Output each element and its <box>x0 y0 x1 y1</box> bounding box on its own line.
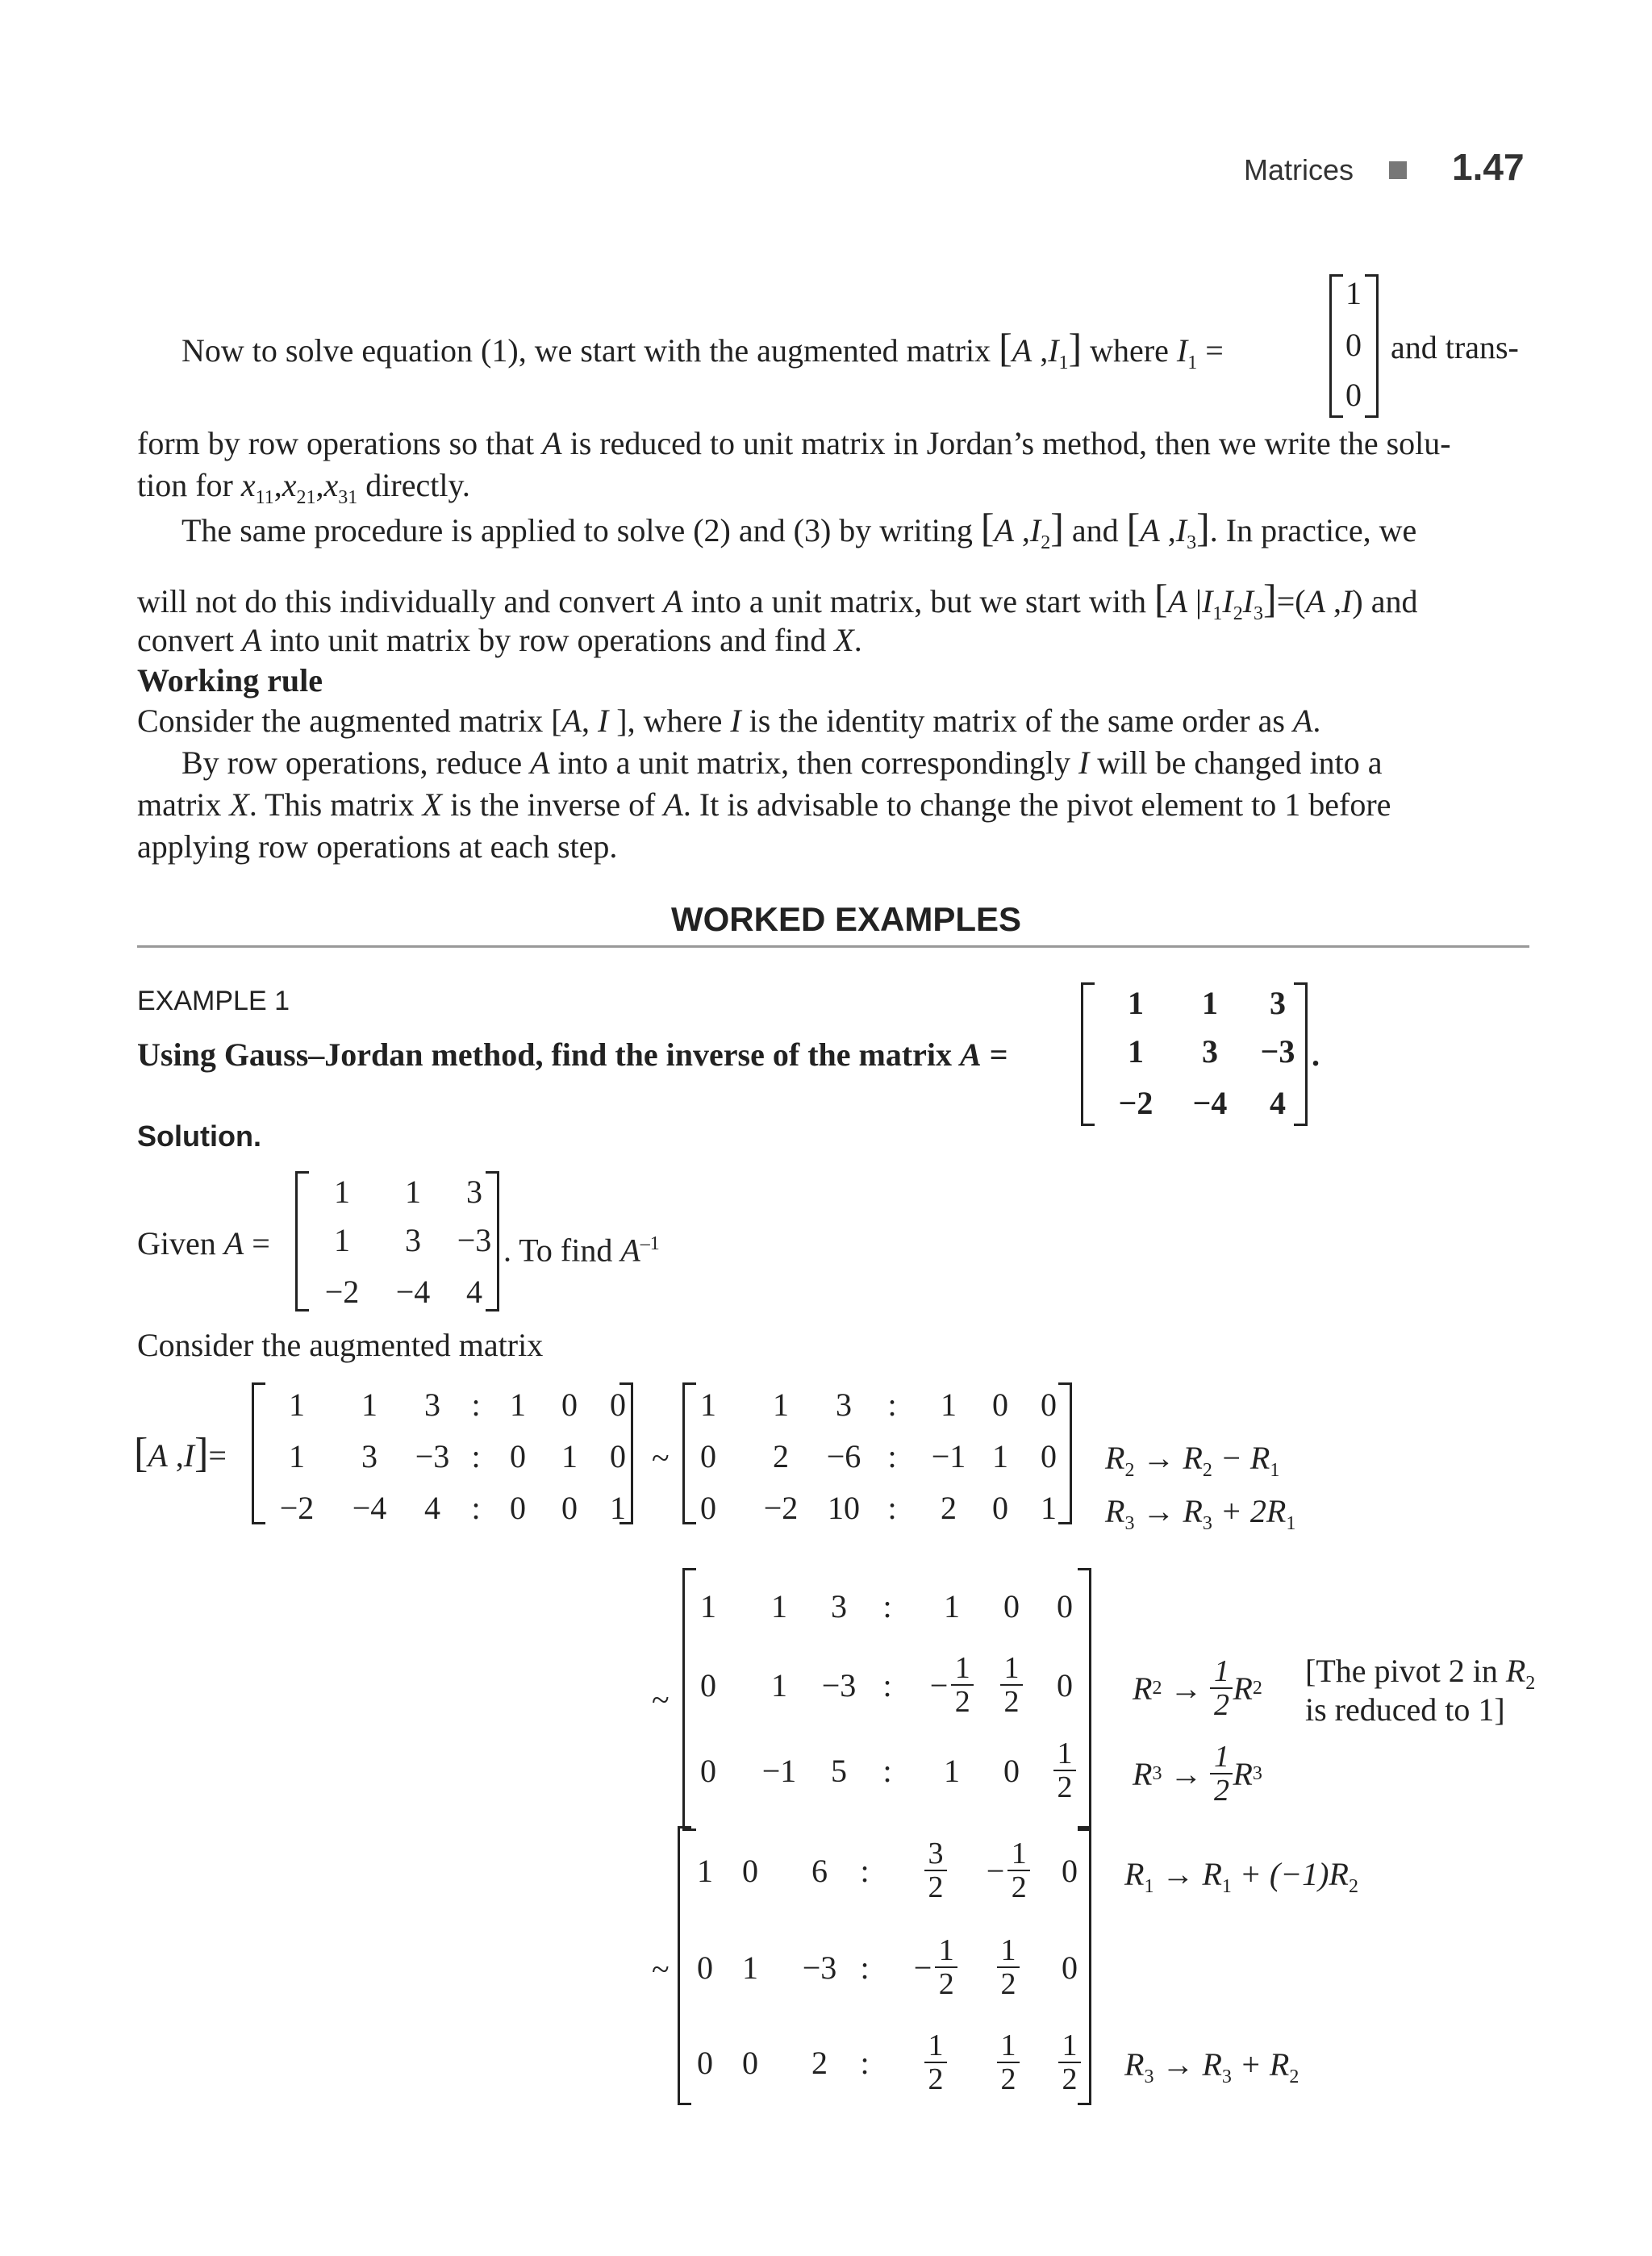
matrix-cell: : <box>471 1387 481 1423</box>
matrix-bracket-left <box>1081 982 1095 1126</box>
matrix-cell: −3 <box>1260 1033 1295 1070</box>
matrix-cell: 5 <box>831 1752 847 1789</box>
matrix-cell: $\frac{1}{2}$ <box>968 1933 1049 2002</box>
matrix-cell: 1 <box>510 1387 526 1423</box>
matrix-cell: 0 <box>561 1387 578 1423</box>
matrix-cell: −2 <box>763 1490 799 1526</box>
matrix-cell: 1 <box>771 1587 787 1624</box>
matrix-cell: : <box>471 1438 481 1474</box>
matrix-cell: −2 <box>324 1274 360 1310</box>
matrix-cell: $\frac{1}{2}$ <box>971 1650 1052 1720</box>
matrix-cell: $\frac{1}{2}$ <box>1029 2028 1110 2097</box>
matrix-cell: 0 <box>1003 1752 1020 1789</box>
matrix-cell: − $\frac{1}{2}$ <box>968 1836 1049 1905</box>
matrix-bracket-left <box>295 1171 309 1311</box>
consider-text: Consider the augmented matrix <box>137 1327 544 1363</box>
matrix-cell: 0 <box>610 1387 626 1423</box>
matrix-cell: 10 <box>828 1490 860 1526</box>
square-bullet-icon <box>1389 161 1407 179</box>
matrix-bracket-left <box>252 1382 265 1524</box>
question-period: . <box>1312 1036 1320 1073</box>
matrix-cell: −6 <box>826 1438 861 1474</box>
matrix-cell: 3 <box>1270 985 1286 1021</box>
matrix-cell: 1 <box>405 1174 421 1210</box>
solution-label: Solution. <box>137 1120 261 1153</box>
matrix-cell: −2 <box>1118 1085 1153 1121</box>
matrix-cell: 0 <box>700 1490 716 1526</box>
row-operation: $R_2 \to R_2 - R_1$ <box>1105 1440 1280 1481</box>
matrix-cell: −3 <box>415 1438 450 1474</box>
i1-value: 1 <box>1345 275 1362 311</box>
matrix-cell: 0 <box>510 1438 526 1474</box>
matrix-cell: −4 <box>395 1274 431 1310</box>
matrix-cell: 1 <box>941 1387 957 1423</box>
row-operation: $R_3 \to R_3 + 2R_1$ <box>1105 1493 1296 1534</box>
row-operation: $R_1 \to R_1 + (-1)R_2$ <box>1124 1856 1358 1897</box>
matrix-cell: : <box>860 1852 870 1889</box>
matrix-cell: : <box>887 1438 897 1474</box>
i1-value: 0 <box>1345 377 1362 413</box>
matrix-cell: 1 <box>334 1222 350 1258</box>
matrix-cell: 2 <box>773 1438 789 1474</box>
row-operation: R 3 → $\frac{1}{2}$ R 3 <box>1133 1740 1262 1808</box>
matrix-cell: 1 <box>944 1587 960 1624</box>
matrix-cell: 0 <box>510 1490 526 1526</box>
matrix-cell: 0 <box>992 1490 1008 1526</box>
matrix-cell: 3 <box>831 1587 847 1624</box>
matrix-cell: 0 <box>1003 1587 1020 1624</box>
matrix-cell: 1 <box>289 1387 305 1423</box>
matrix-cell: 1 <box>1041 1490 1057 1526</box>
matrix-cell: : <box>882 1666 892 1703</box>
row-operation: $R_3 \to R_3 + R_2$ <box>1124 2046 1299 2087</box>
working-rule-heading: Working rule <box>137 662 323 698</box>
intro-line-6: convert A into unit matrix by row operations and find X. <box>137 622 862 658</box>
matrix-cell: $\frac{1}{2}$ <box>895 2028 976 2097</box>
example-label: EXAMPLE 1 <box>137 986 290 1016</box>
matrix-cell: 0 <box>742 2044 758 2081</box>
matrix-cell: 1 <box>992 1438 1008 1474</box>
matrix-cell: 3 <box>361 1438 378 1474</box>
example-question: Using Gauss–Jordan method, find the inverse of the matrix A = <box>137 1036 1008 1073</box>
matrix-cell: −1 <box>761 1752 797 1789</box>
augmented-label: [A ,I]= <box>134 1430 227 1476</box>
matrix-cell: 0 <box>992 1387 1008 1423</box>
matrix-cell: 1 <box>1128 1033 1144 1070</box>
matrix-cell: 1 <box>610 1490 626 1526</box>
intro-line-2: form by row operations so that A is reduced to unit matrix in Jordan’s method, then we write the solu- <box>137 425 1451 461</box>
matrix-cell: 3 <box>405 1222 421 1258</box>
matrix-cell: 3 <box>1202 1033 1218 1070</box>
matrix-cell: 1 <box>561 1438 578 1474</box>
i1-value: 0 <box>1345 327 1362 363</box>
matrix-cell: : <box>471 1490 481 1526</box>
matrix-cell: −3 <box>821 1666 857 1703</box>
matrix-cell: 0 <box>742 1852 758 1889</box>
working-rule-line-3: matrix X. This matrix X is the inverse of A. It is advisable to change the pivot element to 1 before <box>137 786 1391 823</box>
matrix-cell: 1 <box>289 1438 305 1474</box>
matrix-cell: 3 <box>424 1387 440 1423</box>
matrix-cell: 1 <box>742 1949 758 1986</box>
given-text: Given A = <box>137 1225 270 1261</box>
matrix-cell: 0 <box>610 1438 626 1474</box>
matrix-cell: −3 <box>457 1222 492 1258</box>
matrix-cell: : <box>882 1587 892 1624</box>
matrix-cell: 0 <box>700 1438 716 1474</box>
matrix-cell: 0 <box>697 2044 713 2081</box>
matrix-cell: 4 <box>1270 1085 1286 1121</box>
to-find-text: . To find $A^{-1}$ <box>503 1232 660 1269</box>
intro-line-4: The same procedure is applied to solve (2) and (3) by writing [A $,I_2$] and [A $,I_3$]. In practice, we <box>181 505 1417 553</box>
matrix-cell: $\frac{3}{2}$ <box>895 1836 976 1905</box>
matrix-cell: : <box>860 1949 870 1986</box>
matrix-cell: −3 <box>802 1949 837 1986</box>
pivot-note-2: is reduced to 1] <box>1305 1691 1505 1728</box>
matrix-cell: 6 <box>811 1852 828 1889</box>
matrix-cell: 0 <box>1057 1587 1073 1624</box>
intro-line-1-end: and trans- <box>1391 329 1519 365</box>
equivalent-symbol: ~ <box>652 1951 670 1987</box>
section-title: Matrices <box>1244 153 1354 186</box>
matrix-cell: : <box>882 1752 892 1789</box>
matrix-cell: 1 <box>700 1387 716 1423</box>
matrix-cell: − $\frac{1}{2}$ <box>912 1650 992 1720</box>
matrix-cell: : <box>887 1490 897 1526</box>
intro-line-1: Now to solve equation (1), we start with the augmented matrix [A $,I_1$] where $I_1$ = <box>181 325 1224 373</box>
matrix-cell: 1 <box>1202 985 1218 1021</box>
intro-line-5: will not do this individually and convert A into a unit matrix, but we start with [A $|I_1I_2I_3]=(A$ ,I) and <box>137 576 1418 624</box>
matrix-cell: 2 <box>941 1490 957 1526</box>
matrix-cell: 4 <box>424 1490 440 1526</box>
matrix-cell: 1 <box>334 1174 350 1210</box>
matrix-cell: −1 <box>931 1438 966 1474</box>
matrix-cell: 0 <box>697 1949 713 1986</box>
matrix-cell: 1 <box>771 1666 787 1703</box>
matrix-cell: 0 <box>561 1490 578 1526</box>
working-rule-line-1: Consider the augmented matrix [A, I ], where I is the identity matrix of the same order as A. <box>137 703 1321 739</box>
matrix-cell: 1 <box>697 1852 713 1889</box>
equivalent-symbol: ~ <box>652 1682 670 1718</box>
matrix-cell: 1 <box>773 1387 789 1423</box>
matrix-cell: : <box>887 1387 897 1423</box>
matrix-cell: 1 <box>944 1752 960 1789</box>
matrix-cell: 0 <box>700 1752 716 1789</box>
matrix-cell: 0 <box>1062 1949 1078 1986</box>
matrix-cell: $\frac{1}{2}$ <box>968 2028 1049 2097</box>
section-divider <box>137 945 1529 948</box>
vector-bracket-right <box>1365 274 1379 418</box>
pivot-note: [The pivot 2 in $R_2$ <box>1305 1653 1536 1694</box>
intro-line-3: tion for $x_{11},x_{21},x_{31}$ directly. <box>137 467 470 508</box>
matrix-cell: −4 <box>1192 1085 1228 1121</box>
matrix-cell: −4 <box>352 1490 387 1526</box>
working-rule-line-4: applying row operations at each step. <box>137 828 618 865</box>
matrix-cell: : <box>860 2044 870 2081</box>
matrix-cell: − $\frac{1}{2}$ <box>895 1933 976 2002</box>
worked-examples-heading: WORKED EXAMPLES <box>671 900 1022 938</box>
working-rule-line-2: By row operations, reduce A into a unit matrix, then correspondingly I will be changed into a <box>181 744 1383 781</box>
row-operation: R 2 → $\frac{1}{2}$ R 2 <box>1133 1654 1262 1722</box>
matrix-cell: 1 <box>700 1587 716 1624</box>
matrix-cell: 0 <box>700 1666 716 1703</box>
matrix-cell: 3 <box>836 1387 852 1423</box>
matrix-cell: −2 <box>279 1490 315 1526</box>
matrix-cell: $\frac{1}{2}$ <box>1024 1736 1105 1805</box>
matrix-cell: 2 <box>811 2044 828 2081</box>
page-number: 1.47 <box>1452 146 1525 188</box>
matrix-cell: 0 <box>1062 1852 1078 1889</box>
matrix-cell: 3 <box>466 1174 482 1210</box>
matrix-cell: 0 <box>1041 1387 1057 1423</box>
matrix-cell: 1 <box>361 1387 378 1423</box>
matrix-cell: 0 <box>1041 1438 1057 1474</box>
matrix-cell: 1 <box>1128 985 1144 1021</box>
equivalent-symbol: ~ <box>652 1440 670 1476</box>
matrix-cell: 4 <box>466 1274 482 1310</box>
matrix-cell: 0 <box>1057 1666 1073 1703</box>
